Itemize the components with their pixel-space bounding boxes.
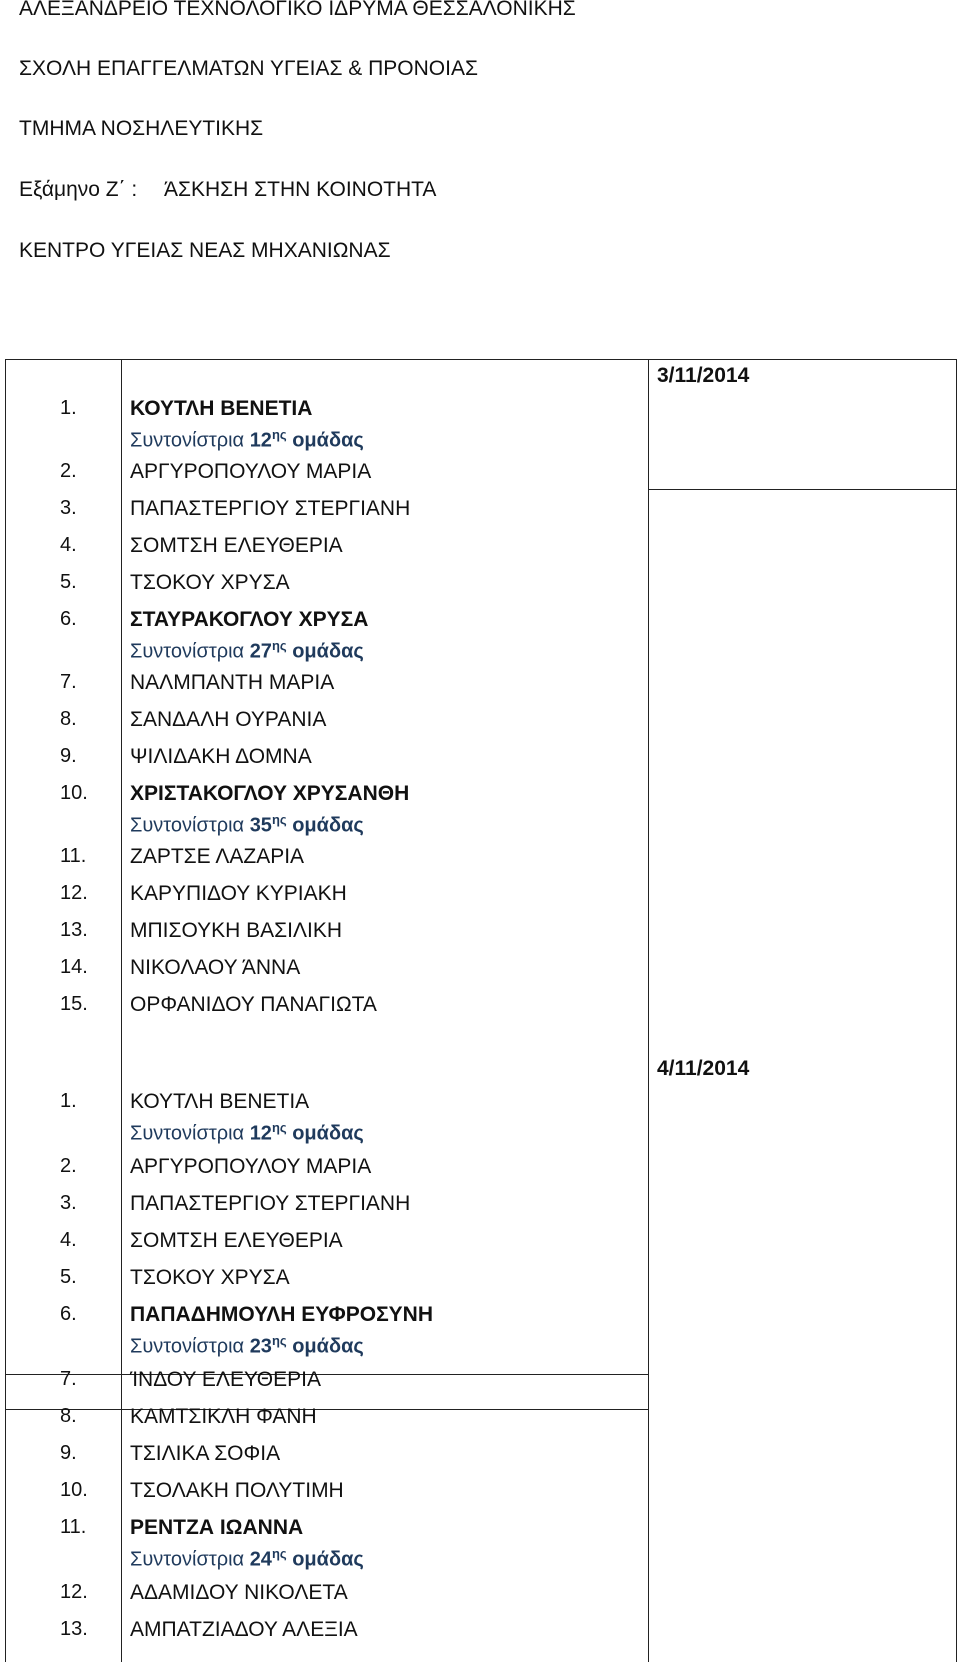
row-number: 2. — [60, 1155, 77, 1177]
group-number: 12 — [249, 429, 272, 452]
row-number: 5. — [60, 571, 77, 593]
table-column-divider — [648, 359, 649, 1662]
student-name: ΚΟΥΤΛΗ ΒΕΝΕΤΙΑ — [130, 1090, 310, 1113]
department-title: ΤΜΗΜΑ ΝΟΣΗΛΕΥΤΙΚΗΣ — [19, 117, 264, 140]
ordinal-suffix: ης — [271, 1546, 287, 1561]
school-title: ΣΧΟΛΗ ΕΠΑΓΓΕΛΜΑΤΩΝ ΥΓΕΙΑΣ & ΠΡΟΝΟΙΑΣ — [19, 57, 478, 80]
table-border-right — [956, 359, 957, 1662]
student-name: ΚΑΡΥΠΙΔΟΥ ΚΥΡΙΑΚΗ — [130, 882, 347, 905]
group-number: 23 — [249, 1335, 272, 1358]
student-name: ΝΑΛΜΠΑΝΤΗ ΜΑΡΙΑ — [130, 671, 335, 694]
group-word: ομάδας — [292, 814, 364, 837]
row-number: 9. — [60, 1442, 77, 1464]
table-border-top — [5, 359, 957, 360]
student-name: ΡΕΝΤΖΑ ΙΩΑΝΝΑ — [130, 1516, 304, 1539]
student-name: ΧΡΙΣΤΑΚΟΓΛΟΥ ΧΡΥΣΑΝΘΗ — [130, 782, 410, 805]
student-name: ΣΟΜΤΣΗ ΕΛΕΥΘΕΡΙΑ — [130, 534, 343, 557]
table-row-divider — [648, 489, 956, 490]
student-name: ΜΠΙΣΟΥΚΗ ΒΑΣΙΛΙΚΗ — [130, 919, 343, 942]
student-name: ΚΟΥΤΛΗ ΒΕΝΕΤΙΑ — [130, 397, 313, 420]
group-number: 12 — [249, 1122, 272, 1145]
student-name: ΠΑΠΑΣΤΕΡΓΙΟΥ ΣΤΕΡΓΙΑΝΗ — [130, 1192, 411, 1215]
student-name: ΖΑΡΤΣΕ ΛΑΖΑΡΙΑ — [130, 845, 305, 868]
student-name: ΤΣΙΛΙΚΑ ΣΟΦΙΑ — [130, 1442, 281, 1465]
row-number: 10. — [60, 782, 88, 804]
group-word: ομάδας — [292, 429, 364, 452]
semester-line — [19, 178, 436, 202]
row-number: 13. — [60, 1618, 88, 1640]
student-name: ΣΤΑΥΡΑΚΟΓΛΟΥ ΧΡΥΣΑ — [130, 608, 369, 631]
semester-course: ΆΣΚΗΣΗ ΣΤΗΝ ΚΟΙΝΟΤΗΤΑ — [164, 178, 437, 201]
group-word: ομάδας — [292, 1548, 364, 1571]
row-number: 12. — [60, 1581, 88, 1603]
coordinator-note — [130, 1120, 364, 1146]
student-name: ΣΟΜΤΣΗ ΕΛΕΥΘΕΡΙΑ — [130, 1229, 343, 1252]
group-word: ομάδας — [292, 1335, 364, 1358]
student-name: ΑΜΠΑΤΖΙΑΔΟΥ ΑΛΕΞΙΑ — [130, 1618, 358, 1641]
row-number: 4. — [60, 1229, 77, 1251]
table-border-left — [5, 359, 6, 1662]
row-number: 7. — [60, 1368, 77, 1390]
row-number: 11. — [60, 845, 87, 867]
coordinator-note — [130, 427, 364, 453]
row-number: 10. — [60, 1479, 88, 1501]
table-column-divider — [121, 359, 122, 1662]
ordinal-suffix: ης — [271, 1120, 287, 1135]
institution-title: ΑΛΕΞΑΝΔΡΕΙΟ ΤΕΧΝΟΛΟΓΙΚΟ ΙΔΡΥΜΑ ΘΕΣΣΑΛΟΝΙΚΗΣ — [19, 0, 576, 20]
date-group-1: 3/11/2014 — [657, 364, 750, 387]
row-number: 3. — [60, 1192, 77, 1214]
student-name: ΨΙΛΙΔΑΚΗ ΔΟΜΝΑ — [130, 745, 312, 768]
student-name: ΟΡΦΑΝΙΔΟΥ ΠΑΝΑΓΙΩΤΑ — [130, 993, 377, 1016]
row-number: 15. — [60, 993, 88, 1015]
coordinator-note — [130, 812, 364, 838]
ordinal-suffix: ης — [271, 427, 287, 442]
row-number: 2. — [60, 460, 77, 482]
row-number: 1. — [60, 1090, 77, 1112]
row-number: 11. — [60, 1516, 87, 1538]
student-name: ΠΑΠΑΣΤΕΡΓΙΟΥ ΣΤΕΡΓΙΑΝΗ — [130, 497, 411, 520]
coordinator-label: Συντονίστρια — [130, 640, 245, 663]
health-center-title: ΚΕΝΤΡΟ ΥΓΕΙΑΣ ΝΕΑΣ ΜΗΧΑΝΙΩΝΑΣ — [19, 239, 391, 262]
coordinator-note — [130, 1546, 364, 1572]
group-number: 27 — [249, 640, 272, 663]
coordinator-label: Συντονίστρια — [130, 814, 245, 837]
group-number: 35 — [249, 814, 272, 837]
row-number: 7. — [60, 671, 77, 693]
student-name: ΊΝΔΟΥ ΕΛΕΥΘΕΡΙΑ — [130, 1368, 321, 1391]
student-name: ΑΔΑΜΙΔΟΥ ΝΙΚΟΛΕΤΑ — [130, 1581, 348, 1604]
student-name: ΤΣΟΚΟΥ ΧΡΥΣΑ — [130, 571, 290, 594]
ordinal-suffix: ης — [271, 1333, 287, 1348]
coordinator-label: Συντονίστρια — [130, 429, 245, 452]
row-number: 6. — [60, 1303, 77, 1325]
coordinator-note — [130, 1333, 364, 1359]
student-name: ΤΣΟΚΟΥ ΧΡΥΣΑ — [130, 1266, 290, 1289]
ordinal-suffix: ης — [271, 638, 287, 653]
coordinator-label: Συντονίστρια — [130, 1548, 245, 1571]
student-name: ΑΡΓΥΡΟΠΟΥΛΟΥ ΜΑΡΙΑ — [130, 1155, 372, 1178]
row-number: 1. — [60, 397, 77, 419]
group-number: 24 — [249, 1548, 272, 1571]
semester-label: Εξάμηνο Ζ΄ : — [19, 178, 138, 201]
row-number: 9. — [60, 745, 77, 767]
ordinal-suffix: ης — [271, 812, 287, 827]
student-name: ΤΣΟΛΑΚΗ ΠΟΛΥΤΙΜΗ — [130, 1479, 344, 1502]
student-name: ΣΑΝΔΑΛΗ ΟΥΡΑΝΙΑ — [130, 708, 327, 731]
student-name: ΠΑΠΑΔΗΜΟΥΛΗ ΕΥΦΡΟΣΥΝΗ — [130, 1303, 434, 1326]
group-word: ομάδας — [292, 640, 364, 663]
row-number: 3. — [60, 497, 77, 519]
group-word: ομάδας — [292, 1122, 364, 1145]
row-number: 5. — [60, 1266, 77, 1288]
coordinator-label: Συντονίστρια — [130, 1335, 245, 1358]
student-name: ΝΙΚΟΛΑΟΥ ΆΝΝΑ — [130, 956, 301, 979]
coordinator-note — [130, 638, 364, 664]
row-number: 12. — [60, 882, 88, 904]
row-number: 6. — [60, 608, 77, 630]
student-name: ΑΡΓΥΡΟΠΟΥΛΟΥ ΜΑΡΙΑ — [130, 460, 372, 483]
row-number: 8. — [60, 708, 77, 730]
row-number: 8. — [60, 1405, 77, 1427]
row-number: 13. — [60, 919, 88, 941]
student-name: ΚΑΜΤΣΙΚΛΗ ΦΑΝΗ — [130, 1405, 317, 1428]
row-number: 4. — [60, 534, 77, 556]
date-group-2: 4/11/2014 — [657, 1057, 750, 1080]
coordinator-label: Συντονίστρια — [130, 1122, 245, 1145]
row-number: 14. — [60, 956, 88, 978]
